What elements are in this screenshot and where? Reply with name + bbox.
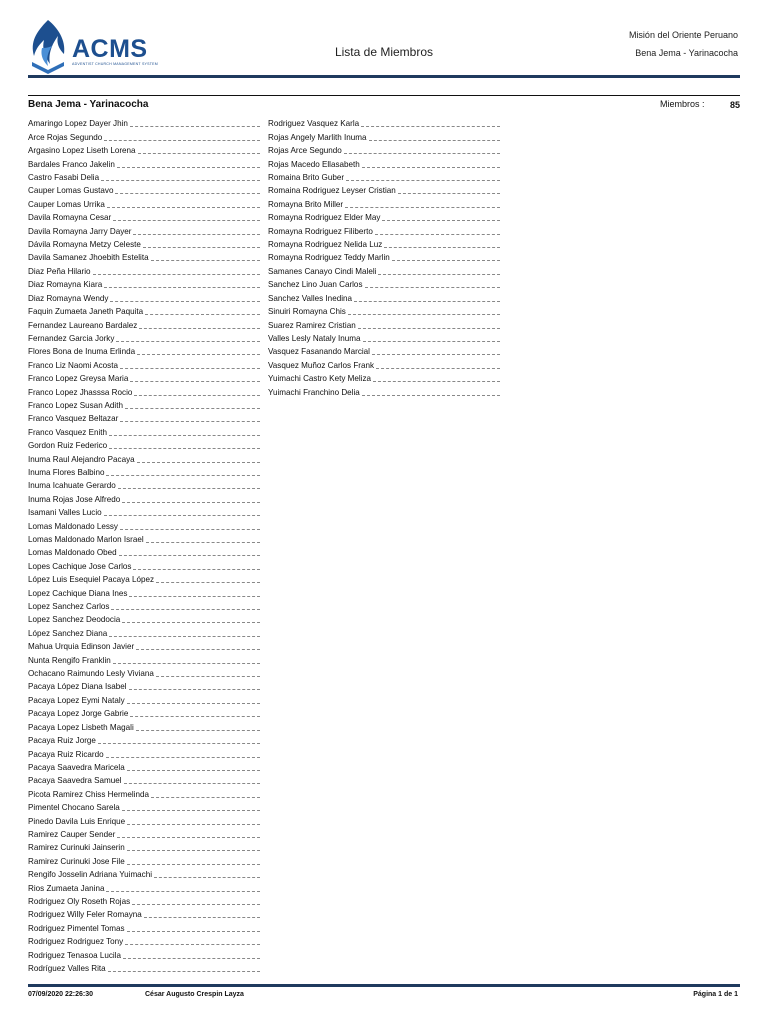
dotted-leader (156, 675, 260, 677)
member-name: Romayna Rodriguez Teddy Marlin (268, 253, 390, 263)
dotted-leader (137, 353, 260, 355)
member-name: Franco Vasquez Enith (28, 427, 108, 437)
dotted-leader (365, 286, 501, 288)
dotted-leader (104, 514, 260, 516)
member-row (28, 557, 260, 570)
member-row (268, 343, 500, 356)
member-name: Franco Vasquez Beltazar (28, 414, 119, 424)
dotted-leader (134, 394, 260, 396)
member-row (28, 155, 260, 168)
member-name: Pacaya Saavedra Samuel (28, 776, 122, 786)
member-row (268, 276, 500, 289)
member-name: Romaina Brito Guber (268, 173, 345, 183)
dotted-leader (130, 125, 260, 127)
logo-text: ACMS (72, 35, 148, 63)
dotted-leader (117, 166, 260, 168)
dotted-leader (122, 501, 260, 503)
member-row (28, 933, 260, 946)
member-name: Franco Liz Naomi Acosta (28, 360, 118, 370)
member-name: Rodriguez Pimentel Tomas (28, 923, 125, 933)
dotted-leader (119, 554, 260, 556)
member-row (28, 195, 260, 208)
member-row (28, 397, 260, 410)
member-row (28, 410, 260, 423)
dotted-leader (109, 447, 260, 449)
member-name: Pacaya Ruiz Ricardo (28, 749, 104, 759)
members-count-label: Miembros : (660, 99, 705, 109)
member-name: Lopes Cachique Jose Carlos (28, 561, 132, 571)
member-name: Romayna Brito Miller (268, 199, 344, 209)
member-row (28, 705, 260, 718)
dotted-leader (127, 863, 260, 865)
dotted-leader (136, 648, 260, 650)
member-row (28, 356, 260, 369)
member-row (28, 960, 260, 973)
member-name: Romayna Rodriguez Nelida Luz (268, 240, 383, 250)
dotted-leader (143, 246, 260, 248)
member-row (28, 209, 260, 222)
member-name: Fernandez Laureano Bardalez (28, 320, 138, 330)
member-name: Samanes Canayo Cindi Maleli (268, 266, 377, 276)
member-row (28, 517, 260, 530)
dotted-leader (110, 300, 260, 302)
member-row (268, 383, 500, 396)
dotted-leader (127, 769, 260, 771)
member-name: Gordon Ruiz Federico (28, 441, 108, 451)
member-name: Sanchez Valles Inedina (268, 293, 352, 303)
member-name: Lopez Cachique Diana Ines (28, 588, 128, 598)
dotted-leader (363, 340, 500, 342)
member-row (28, 182, 260, 195)
member-name: Franco Lopez Jhasssa Rocio (28, 387, 133, 397)
dotted-leader (106, 756, 260, 758)
dotted-leader (127, 849, 260, 851)
member-row (28, 638, 260, 651)
member-row (28, 678, 260, 691)
dotted-leader (124, 782, 260, 784)
dotted-leader (98, 742, 260, 744)
dotted-leader (384, 246, 500, 248)
member-name: Diaz Romayna Kiara (28, 280, 103, 290)
member-name: Vasquez Muñoz Carlos Frank (268, 360, 375, 370)
member-name: Pacaya Saavedra Maricela (28, 762, 125, 772)
member-row (28, 276, 260, 289)
member-row (28, 651, 260, 664)
dotted-leader (139, 327, 260, 329)
member-name: López Luis Esequiel Pacaya López (28, 575, 154, 585)
member-name: Romaina Rodriguez Leyser Cristian (268, 186, 396, 196)
member-name: Lopez Sanchez Carlos (28, 602, 110, 612)
member-name: Arce Rojas Segundo (28, 132, 103, 142)
dotted-leader (146, 541, 260, 543)
member-name: Picota Ramirez Chiss Hermelinda (28, 789, 149, 799)
member-row (28, 383, 260, 396)
dotted-leader (382, 219, 500, 221)
dotted-leader (109, 434, 260, 436)
dotted-leader (375, 233, 500, 235)
member-row (28, 262, 260, 275)
dotted-leader (373, 380, 500, 382)
member-name: Pacaya Lopez Lisbeth Magali (28, 722, 134, 732)
member-name: Rodriguez Vasquez Karla (268, 119, 360, 129)
member-name: Pinedo Davila Luis Enrique (28, 816, 126, 826)
member-row (28, 303, 260, 316)
dotted-leader (122, 621, 260, 623)
dotted-leader (133, 233, 260, 235)
member-row (268, 356, 500, 369)
member-name: Rodriguez Willy Feler Romayna (28, 910, 142, 920)
dotted-leader (358, 327, 500, 329)
member-row (268, 330, 500, 343)
member-name: Valles Lesly Nataly Inuma (268, 333, 361, 343)
member-name: Davila Romayna Cesar (28, 213, 112, 223)
member-list-left (28, 115, 260, 973)
dotted-leader (115, 192, 260, 194)
member-row (28, 732, 260, 745)
member-name: Dávila Romayna Metzy Celeste (28, 240, 141, 250)
member-row (268, 115, 500, 128)
dotted-leader (130, 380, 260, 382)
dotted-leader (129, 688, 260, 690)
logo-subtext: ADVENTIST CHURCH MANAGEMENT SYSTEM (72, 62, 158, 66)
member-row (28, 839, 260, 852)
member-row (28, 866, 260, 879)
member-name: Yuimachi Franchino Delia (268, 387, 360, 397)
member-name: Rojas Macedo Ellasabeth (268, 159, 360, 169)
member-row (268, 316, 500, 329)
member-name: Amaringo Lopez Dayer Jhin (28, 119, 128, 129)
dotted-leader (120, 420, 260, 422)
dotted-leader (144, 916, 260, 918)
member-row (28, 759, 260, 772)
dotted-leader (398, 192, 500, 194)
member-name: Lomas Maldonado Marlon Israel (28, 535, 144, 544)
member-name: Yuimachi Castro Kety Meliza (268, 374, 372, 384)
member-row (28, 745, 260, 758)
member-row (268, 222, 500, 235)
dotted-leader (106, 890, 260, 892)
member-row (28, 128, 260, 141)
dotted-leader (130, 715, 260, 717)
members-count-value: 85 (729, 100, 740, 110)
member-row (28, 423, 260, 436)
member-row (28, 477, 260, 490)
dotted-leader (132, 903, 260, 905)
dotted-leader (117, 836, 260, 838)
member-list-right (268, 115, 500, 397)
dotted-leader (372, 353, 500, 355)
dotted-leader (376, 367, 500, 369)
member-row (28, 289, 260, 302)
member-name: Romayna Rodriguez Elder May (268, 213, 381, 223)
member-row (28, 490, 260, 503)
dotted-leader (93, 273, 260, 275)
member-row (28, 544, 260, 557)
member-row (28, 115, 260, 128)
member-name: Inuma Raul Alejandro Pacaya (28, 454, 135, 464)
member-row (268, 182, 500, 195)
member-row (28, 370, 260, 383)
dotted-leader (344, 152, 500, 154)
member-name: Castro Fasabi Delia (28, 173, 100, 183)
dotted-leader (104, 139, 260, 141)
print-timestamp: 07/09/2020 22:26:30 (28, 991, 93, 998)
member-row (28, 826, 260, 839)
dotted-leader (123, 957, 260, 959)
dotted-leader (104, 286, 260, 288)
dotted-leader (108, 970, 260, 972)
dotted-leader (354, 300, 500, 302)
member-row (268, 142, 500, 155)
header-rule (28, 75, 740, 78)
dotted-leader (125, 943, 260, 945)
member-name: Nunta Rengifo Franklin (28, 655, 111, 665)
member-name: Rojas Angely Marlith Inuma (268, 132, 367, 142)
member-name: Pimentel Chocano Sarela (28, 803, 120, 813)
member-row (268, 209, 500, 222)
printed-by-user: César Augusto Crespin Layza (145, 991, 244, 998)
member-name: Rengifo Josselin Adriana Yuimachi (28, 870, 153, 880)
member-row (268, 236, 500, 249)
member-row (28, 852, 260, 865)
member-row (28, 236, 260, 249)
member-row (28, 718, 260, 731)
member-name: Rodríguez Valles Rita (28, 964, 106, 973)
member-name: Ramirez Curinuki Jainserin (28, 843, 125, 853)
dotted-leader (369, 139, 500, 141)
member-row (28, 450, 260, 463)
member-name: Diaz Romayna Wendy (28, 293, 109, 303)
footer-rule (28, 984, 740, 987)
member-row (28, 772, 260, 785)
member-name: Inuma Icahuate Gerardo (28, 481, 116, 491)
member-row (28, 249, 260, 262)
dotted-leader (122, 809, 260, 811)
member-name: Suarez Ramirez Cristian (268, 320, 356, 330)
member-row (268, 169, 500, 182)
member-row (28, 222, 260, 235)
member-row (28, 437, 260, 450)
dotted-leader (109, 635, 260, 637)
member-row (28, 624, 260, 637)
member-row (28, 879, 260, 892)
member-row (268, 289, 500, 302)
member-row (28, 906, 260, 919)
dotted-leader (106, 474, 260, 476)
member-name: Ochacano Raimundo Lesly Viviana (28, 669, 154, 679)
member-row (28, 531, 260, 544)
dotted-leader (145, 313, 260, 315)
member-name: Rios Zumaeta Janina (28, 883, 105, 893)
dotted-leader (127, 930, 260, 932)
member-name: Franco Lopez Greysa Maria (28, 374, 129, 384)
member-name: Davila Samanez Jhoebith Estelita (28, 253, 149, 263)
member-name: Lomas Maldonado Lessy (28, 521, 118, 531)
dotted-leader (101, 179, 260, 181)
dotted-leader (120, 367, 260, 369)
member-row (28, 343, 260, 356)
member-name: Bardales Franco Jakelin (28, 159, 115, 169)
member-name: Faquin Zumaeta Janeth Paquita (28, 307, 144, 317)
member-name: Lomas Maldonado Obed (28, 548, 117, 558)
member-name: Pacaya Lopez Eymi Nataly (28, 695, 125, 705)
dotted-leader (151, 796, 260, 798)
dotted-leader (154, 876, 260, 878)
member-row (28, 571, 260, 584)
group-title: Bena Jema - Yarinacocha (28, 99, 149, 110)
dotted-leader (362, 166, 500, 168)
member-row (268, 370, 500, 383)
member-name: Davila Romayna Jarry Dayer (28, 226, 132, 236)
member-name: Inuma Rojas Jose Alfredo (28, 494, 121, 504)
church-name: Bena Jema - Yarinacocha (635, 48, 738, 58)
dotted-leader (346, 179, 500, 181)
member-name: Vasquez Fasanando Marcial (268, 347, 370, 357)
member-name: Sinuiri Romayna Chis (268, 307, 346, 317)
member-row (28, 504, 260, 517)
member-name: Mahua Urquia Edinson Javier (28, 642, 135, 652)
member-name: Isamani Valles Lucio (28, 508, 102, 518)
dotted-leader (107, 206, 260, 208)
member-row (268, 128, 500, 141)
dotted-leader (361, 125, 500, 127)
member-name: Rodriguez Tenasoa Lucila (28, 950, 121, 960)
dotted-leader (125, 407, 260, 409)
member-row (28, 946, 260, 959)
member-name: Sanchez Lino Juan Carlos (268, 280, 363, 290)
member-row (28, 691, 260, 704)
dotted-leader (127, 702, 260, 704)
member-name: Ramirez Curinuki Jose File (28, 856, 125, 866)
member-name: Diaz Peña Hilario (28, 266, 91, 276)
dotted-leader (127, 823, 260, 825)
member-row (268, 303, 500, 316)
member-row (28, 919, 260, 932)
organization-name: Misión del Oriente Peruano (628, 30, 738, 40)
dotted-leader (111, 608, 260, 610)
member-name: Flores Bona de Inuma Erlinda (28, 347, 136, 357)
dotted-leader (362, 394, 500, 396)
dotted-leader (113, 219, 260, 221)
page-title: Lista de Miembros (334, 45, 434, 59)
member-name: Rojas Arce Segundo (268, 146, 342, 156)
member-row (28, 611, 260, 624)
dotted-leader (116, 340, 260, 342)
dotted-leader (348, 313, 500, 315)
member-name: Pacaya López Diana Isabel (28, 682, 127, 692)
member-name: Romayna Rodriguez Filiberto (268, 226, 373, 236)
member-row (28, 330, 260, 343)
dotted-leader (345, 206, 500, 208)
member-row (268, 155, 500, 168)
member-name: Ramirez Cauper Sender (28, 829, 116, 839)
member-row (268, 262, 500, 275)
member-name: Rodriguez Rodriguez Tony (28, 937, 124, 947)
member-row (268, 249, 500, 262)
dotted-leader (138, 152, 260, 154)
member-name: Argasino Lopez Liseth Lorena (28, 146, 136, 156)
dotted-leader (156, 581, 260, 583)
member-name: Rodriguez Oly Roseth Rojas (28, 896, 131, 906)
dotted-leader (129, 595, 260, 597)
member-row (28, 464, 260, 477)
member-name: Pacaya Ruiz Jorge (28, 736, 96, 746)
member-row (28, 812, 260, 825)
member-row (28, 665, 260, 678)
dotted-leader (137, 461, 260, 463)
member-name: Pacaya Lopez Jorge Gabrie (28, 709, 129, 719)
dotted-leader (136, 729, 260, 731)
dotted-leader (113, 662, 260, 664)
member-row (28, 799, 260, 812)
group-divider (28, 95, 740, 96)
member-name: Inuma Flores Balbino (28, 467, 105, 477)
member-name: López Sanchez Diana (28, 628, 108, 638)
member-name: Fernandez Garcia Jorky (28, 333, 115, 343)
member-name: Lopez Sanchez Deodocia (28, 615, 121, 625)
member-name: Franco Lopez Susan Adith (28, 400, 123, 410)
member-row (28, 893, 260, 906)
member-row (28, 584, 260, 597)
dotted-leader (133, 568, 260, 570)
dotted-leader (151, 259, 260, 261)
member-row (28, 316, 260, 329)
dotted-leader (120, 528, 260, 530)
member-name: Cauper Lomas Urrika (28, 199, 105, 209)
member-name: Cauper Lomas Gustavo (28, 186, 114, 196)
member-row (28, 785, 260, 798)
member-row (28, 142, 260, 155)
member-row (268, 195, 500, 208)
member-row (28, 169, 260, 182)
member-row (28, 598, 260, 611)
dotted-leader (378, 273, 500, 275)
page-number: Página 1 de 1 (693, 991, 738, 998)
dotted-leader (392, 259, 500, 261)
dotted-leader (118, 487, 260, 489)
